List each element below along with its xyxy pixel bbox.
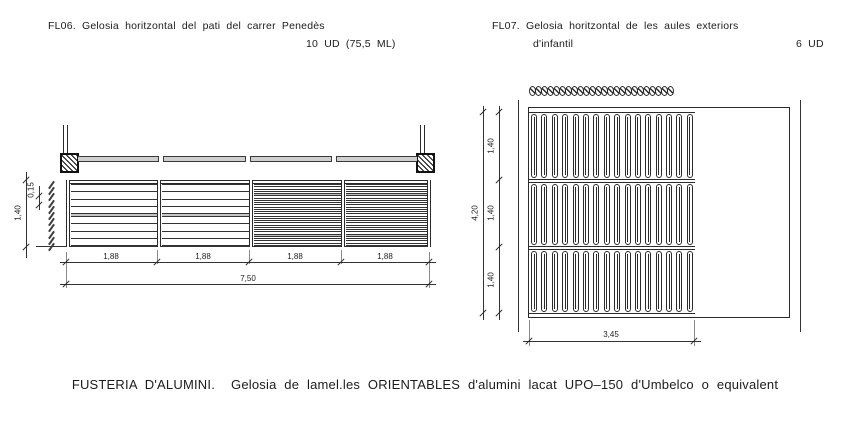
fl07-wall-line-left	[518, 100, 519, 332]
louver-slat	[71, 238, 157, 239]
fl06-dim-total-line	[60, 284, 436, 285]
louver-slat	[162, 206, 249, 207]
louver-slat	[254, 202, 341, 205]
louver-slat	[254, 234, 341, 237]
vertical-slat	[666, 251, 672, 312]
vertical-slat	[593, 114, 599, 178]
footer-description: Gelosia de lamel.les ORIENTABLES d'alumini lacat UPO–150 d'Umbelco o equivalent	[231, 377, 779, 392]
fl07-dim-chain-line	[499, 106, 500, 320]
vertical-slat	[656, 184, 662, 245]
fl06-units-label: 10 UD (75,5 ML)	[306, 38, 396, 50]
fl07-dim-band-label: 1,40	[486, 138, 496, 154]
vertical-slat	[583, 184, 589, 245]
vertical-slat	[635, 114, 641, 178]
vertical-slat	[645, 184, 651, 245]
fl06-beam-joint	[245, 156, 251, 162]
louver-slat	[346, 234, 427, 237]
vertical-slat	[531, 114, 537, 178]
fl07-slat-band-3	[529, 249, 695, 314]
fl07-dim-band-label: 1,40	[486, 205, 496, 221]
fl07-dim-total-line	[483, 106, 484, 320]
louver-slat	[346, 198, 427, 201]
louver-slat	[254, 207, 341, 210]
fl06-mullion	[249, 180, 253, 247]
vertical-slat	[562, 184, 568, 245]
vertical-slat	[687, 251, 693, 312]
fl07-units-label: 6 UD	[796, 38, 824, 50]
louver-slat	[346, 229, 427, 232]
louver-slat	[346, 238, 427, 241]
fl06-left-column-line	[67, 125, 68, 155]
vertical-slat	[635, 251, 641, 312]
fl06-beam-joint	[331, 156, 337, 162]
vertical-slat	[656, 114, 662, 178]
fl06-title: FL06. Gelosia horitzontal del pati del carrer Penedès	[48, 20, 325, 32]
louver-slat	[254, 198, 341, 201]
fl06-dim-segment-label: 1,88	[103, 252, 119, 261]
footer-heading: FUSTERIA D'ALUMINI.	[71, 377, 216, 392]
vertical-slat	[541, 114, 547, 178]
fl06-dim-spacing-line	[39, 186, 40, 210]
louver-slat	[162, 223, 249, 224]
fl06-mullion	[157, 180, 161, 247]
louver-slat	[346, 207, 427, 210]
vertical-slat	[656, 251, 662, 312]
vertical-slat	[604, 184, 610, 245]
louver-slat	[254, 184, 341, 187]
fl07-dim-width-label: 3,45	[603, 330, 619, 339]
louver-slat	[162, 213, 249, 217]
fl07-dim-band-label: 1,40	[486, 272, 496, 288]
vertical-slat	[573, 184, 579, 245]
vertical-slat	[676, 114, 682, 178]
vertical-slat	[625, 184, 631, 245]
vertical-slat	[541, 184, 547, 245]
fl06-right-column-line	[424, 125, 425, 155]
fl07-slat-band-2	[529, 182, 695, 247]
louver-slat	[346, 211, 427, 214]
fl07-extension-line	[529, 320, 530, 346]
vertical-slat	[593, 184, 599, 245]
louver-slat	[346, 202, 427, 205]
vertical-slat	[625, 251, 631, 312]
vertical-slat	[531, 184, 537, 245]
louver-slat	[346, 243, 427, 246]
louver-slat	[71, 184, 157, 185]
fl06-right-column-line	[420, 125, 421, 155]
vertical-slat	[593, 251, 599, 312]
vertical-slat	[645, 251, 651, 312]
fl07-slat-band-1	[529, 112, 695, 180]
louver-slat	[71, 223, 157, 224]
lamella-circle-icon	[667, 86, 674, 96]
vertical-slat	[635, 184, 641, 245]
fl06-left-column-line	[63, 125, 64, 155]
fl07-dim-total-label: 4,20	[470, 205, 480, 221]
vertical-slat	[562, 114, 568, 178]
fl07-title-line2: d'infantil	[533, 38, 574, 50]
fl07-extension-line	[694, 320, 695, 346]
vertical-slat	[676, 251, 682, 312]
vertical-slat	[666, 114, 672, 178]
louver-slat	[254, 229, 341, 232]
vertical-slat	[583, 251, 589, 312]
vertical-slat	[676, 184, 682, 245]
fl06-dim-total-label: 7,50	[240, 274, 256, 283]
vertical-slat	[531, 251, 537, 312]
vertical-slat	[604, 114, 610, 178]
louver-slat	[71, 191, 157, 192]
vertical-slat	[552, 184, 558, 245]
vertical-slat	[562, 251, 568, 312]
louver-slat	[346, 216, 427, 219]
fl07-wall-line-right	[800, 100, 801, 332]
louver-slat	[254, 238, 341, 241]
louver-slat	[162, 184, 249, 185]
louver-slat	[71, 206, 157, 207]
fl06-steel-section-left	[60, 153, 79, 173]
louver-slat	[254, 193, 341, 196]
vertical-slat	[614, 114, 620, 178]
vertical-slat	[552, 251, 558, 312]
fl06-steel-section-right	[416, 153, 435, 173]
fl06-bottom-rail	[36, 246, 430, 247]
louver-slat	[346, 220, 427, 223]
vertical-slat	[541, 251, 547, 312]
fl06-dim-segment-label: 1,88	[287, 252, 303, 261]
louver-slat	[162, 199, 249, 200]
louver-slat	[71, 199, 157, 200]
louver-slat	[162, 245, 249, 246]
louver-slat	[162, 191, 249, 192]
louver-slat	[162, 238, 249, 239]
fl06-dim-height-label: 1,40	[13, 205, 23, 221]
fl06-dim-segment-label: 1,88	[377, 252, 393, 261]
fl06-louver-panel-4	[346, 184, 427, 246]
louver-slat	[71, 213, 157, 217]
vertical-slat	[645, 114, 651, 178]
louver-slat	[254, 189, 341, 192]
fl06-louver-pitch-tick-chain	[46, 184, 56, 248]
vertical-slat	[687, 114, 693, 178]
louver-slat	[346, 193, 427, 196]
fl07-title-line1: FL07. Gelosia horitzontal de les aules exteriors	[492, 20, 739, 32]
vertical-slat	[573, 251, 579, 312]
louver-slat	[346, 184, 427, 187]
vertical-slat	[687, 184, 693, 245]
fl06-dim-segment-label: 1,88	[195, 252, 211, 261]
footer-note	[0, 377, 850, 392]
vertical-slat	[552, 114, 558, 178]
vertical-slat	[573, 114, 579, 178]
fl06-mullion	[341, 180, 345, 247]
fl07-lamella-circle-chain	[530, 86, 674, 96]
fl06-mullion	[427, 180, 431, 247]
louver-slat	[162, 231, 249, 232]
louver-slat	[254, 225, 341, 228]
vertical-slat	[614, 251, 620, 312]
vertical-slat	[583, 114, 589, 178]
fl07-dim-width-line	[523, 341, 701, 342]
louver-slat	[254, 211, 341, 214]
louver-slat	[254, 243, 341, 246]
vertical-slat	[614, 184, 620, 245]
louver-slat	[254, 216, 341, 219]
fl06-mullion	[66, 180, 70, 247]
louver-slat	[71, 231, 157, 232]
fl06-louver-panel-2	[162, 184, 249, 246]
louver-slat	[71, 245, 157, 246]
louver-slat	[254, 220, 341, 223]
fl06-louver-panel-3	[254, 184, 341, 246]
fl06-dim-spacing-label: 0,15	[26, 182, 36, 198]
fl06-beam-joint	[158, 156, 164, 162]
louver-slat	[346, 189, 427, 192]
vertical-slat	[666, 184, 672, 245]
fl06-louver-panel-1	[71, 184, 157, 246]
louver-slat	[346, 225, 427, 228]
vertical-slat	[604, 251, 610, 312]
vertical-slat	[625, 114, 631, 178]
